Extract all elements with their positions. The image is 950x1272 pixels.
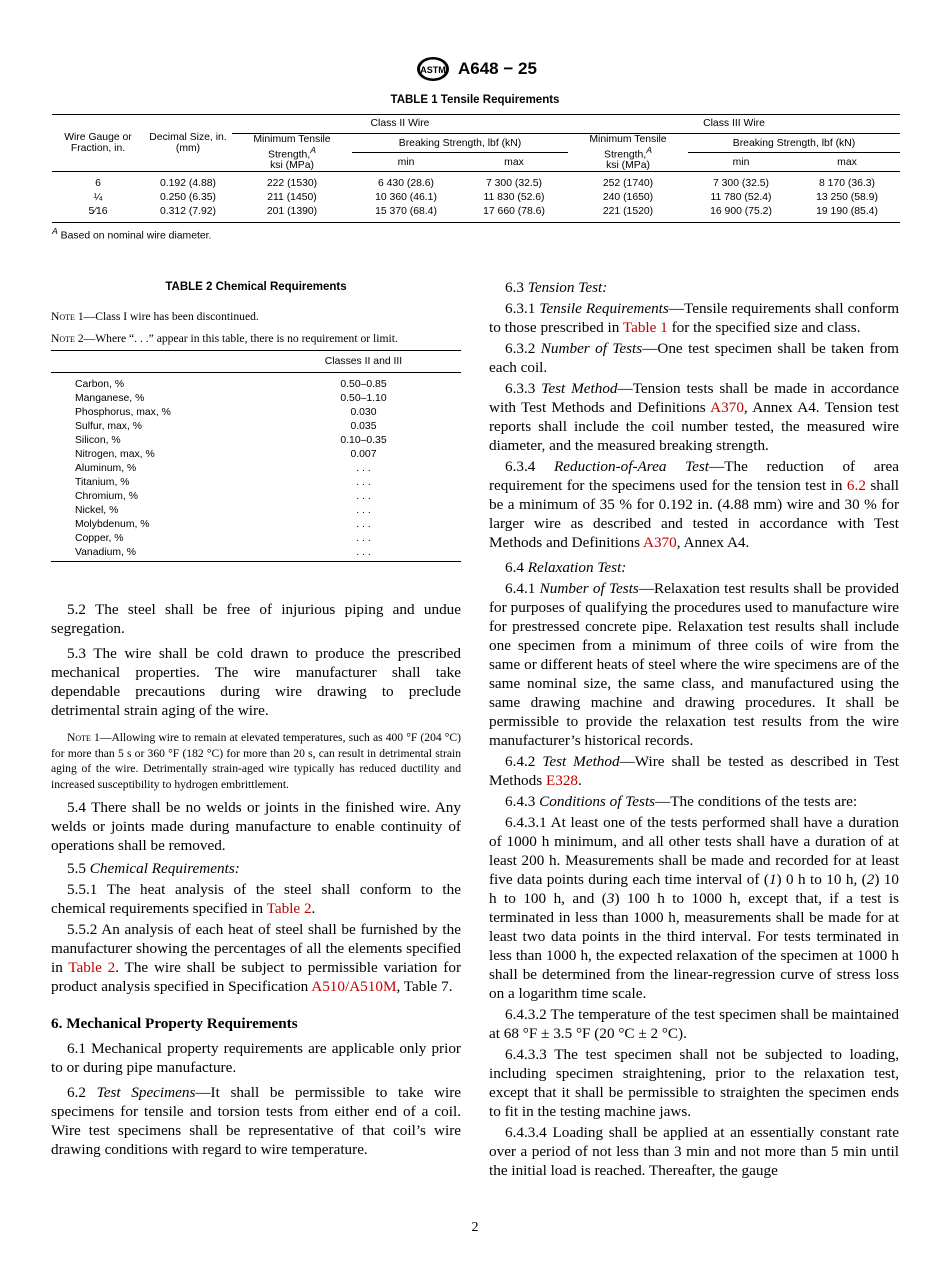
para-6-4-3-3: 6.4.3.3 The test specimen shall not be subjected to loading, including specimen straightening, prior to the relaxation test, except that it shall be permissible to straighten the specimen ends to fit in the testing machine jaws. [489, 1046, 899, 1120]
page-header [0, 56, 950, 82]
link-table-2[interactable]: Table 2 [68, 959, 116, 976]
para-6-4-1: 6.4.1 Number of Tests—Relaxation test results shall be provided for purposes of qualifying the procedures used to manufacture wire for prestressed concrete pipe. Relaxation test results shall include one specimen from a minimum of three coils of wire from the same or different heats of steel where the wire specimens are of the same nominal size, the same class, and manufactured using the same drawing machine and drawing procedures. It shall be permissible to provide the relaxation test results from the wire manufacturer’s historical records. [489, 580, 900, 749]
note-1: Note 1—Allowing wire to remain at elevated temperatures, such as 400 °F (204 °C) for more than 5 s or 360 °F (182 °C) for more than 20 s, can result in detrimental strain aging of the wire. Detrimentally strain-aged wire typically has reduced ductility and increased susceptibility to hydrogen embrittlement. [51, 731, 461, 791]
para-6-4-3: 6.4.3 Conditions of Tests—The conditions of the tests are: [505, 793, 858, 810]
header-min: min [688, 153, 794, 172]
para-5-5-2: 5.5.2 An analysis of each heat of steel shall be furnished by the manufacturer showing the percentages of all the elements specified in Table 2. The wire shall be subject to permissible variation for product analysis specified in Specification A510/A510M, Table 7. [51, 921, 461, 995]
table-row: 6 0.192 (4.88) 222 (1530) 6 430 (28.6) 7 300 (32.5) 252 (1740) 7 300 (32.5) 8 170 (36.3) [95, 177, 876, 189]
table-row: Silicon, % 0.10–0.35 [75, 434, 387, 446]
link-a370[interactable]: A370 [642, 534, 677, 551]
table1-tensile-requirements [52, 114, 900, 218]
para-5-3: 5.3 The wire shall be cold drawn to produce the prescribed mechanical properties. The wire manufacturer shall take dependable precautions during wire drawing to preclude detrimental strain aging of the wire. [51, 645, 461, 719]
header-classes: Classes II and III [266, 351, 461, 373]
header-class-iii: Class III Wire [568, 114, 900, 134]
link-table-1[interactable]: Table 1 [622, 319, 668, 336]
para-6-4: 6.4 Relaxation Test: [505, 559, 627, 576]
para-6-4-3-4: 6.4.3.4 Loading shall be applied at an essentially constant rate over a period of not less than 3 min and not more than 5 min until the initial load is reached. Thereafter, the gauge [489, 1124, 899, 1179]
header-max: max [794, 153, 900, 172]
table-row: Phosphorus, max, % 0.030 [75, 406, 377, 418]
para-6-2: 6.2 Test Specimens—It shall be permissible to take wire specimens for tensile and torsion tests from either end of a coil. Wire test specimens shall be representative of that coil’s wire drawing conditions with regard to wire temperature. [51, 1084, 461, 1158]
svg-text:ASTM: ASTM [420, 65, 446, 75]
table-row: Carbon, % 0.50–0.85 [75, 378, 387, 390]
left-column [51, 268, 461, 1161]
table-row: Nitrogen, max, % 0.007 [75, 448, 377, 460]
table2-chemical-requirements [51, 350, 461, 562]
table1-title: TABLE 1 Tensile Requirements [390, 94, 560, 106]
link-a370[interactable]: A370 [710, 399, 744, 416]
header-max: max [460, 153, 568, 172]
table-row: 5⁄16 0.312 (7.92) 201 (1390) 15 370 (68.4) 17 660 (78.6) 221 (1520) 16 900 (75.2) 19 190 (85.4) [88, 205, 878, 217]
table2-title: TABLE 2 Chemical Requirements [165, 281, 347, 293]
right-column [489, 278, 899, 1182]
table-row: Copper, % . . . [75, 532, 371, 544]
table-row: Molybdenum, % . . . [75, 518, 371, 530]
para-5-4: 5.4 There shall be no welds or joints in the finished wire. Any welds or joints made during manufacture to enable continuity of operations shall be removed. [51, 799, 461, 854]
para-6-3-1: 6.3.1 Tensile Requirements—Tensile requirements shall conform to those prescribed in Table 1 for the specified size and class. [489, 300, 900, 336]
table2-note2: Note 2—Where “. . .” appear in this table, there is no requirement or limit. [51, 331, 398, 345]
para-6-3: 6.3 Tension Test: [505, 279, 608, 296]
para-6-3-2: 6.3.2 Number of Tests—One test specimen shall be taken from each coil. [489, 340, 899, 376]
astm-logo-icon [416, 56, 450, 82]
link-a510[interactable]: A510/A510M [311, 978, 397, 995]
table-row: Titanium, % . . . [75, 476, 371, 488]
header-breaking-iii: Breaking Strength, lbf (kN) [688, 134, 900, 153]
para-6-4-2: 6.4.2 Test Method—Wire shall be tested as described in Test Methods E328. [489, 753, 899, 789]
table-row: Sulfur, max, % 0.035 [75, 420, 377, 432]
table-row: Aluminum, % . . . [75, 462, 371, 474]
header-decimal-size: Decimal Size, in. (mm) [144, 114, 232, 172]
header-min-tensile-iii: Minimum Tensile Strength,$^A$ ksi (MPa) [568, 134, 688, 172]
table-row: ¼ 0.250 (6.35) 211 (1450) 10 360 (46.1) 11 830 (52.6) 240 (1650) 11 780 (52.4) 13 250 (58.9) [93, 191, 878, 203]
table-row: Nickel, % . . . [75, 504, 371, 516]
link-e328[interactable]: E328 [545, 772, 579, 789]
document-id: A648 − 25 [458, 59, 537, 78]
para-5-2: 5.2 The steel shall be free of injurious piping and undue segregation. [51, 601, 461, 637]
link-table-2[interactable]: Table 2 [266, 900, 312, 917]
table-row: Manganese, % 0.50–1.10 [75, 392, 387, 404]
para-6-3-3: 6.3.3 Test Method—Tension tests shall be made in accordance with Test Methods and Definitions A370, Annex A4. Tension test reports shall include the coil number tested, the measured wire diameter, and the measured breaking strength. [489, 380, 900, 454]
para-6-4-3-1: 6.4.3.1 At least one of the tests performed shall have a duration of 1000 h minimum, and all other tests shall have a duration of at least 200 h. Measurements shall be made and recorded for at least five data points during each time interval of (1) 0 h to 10 h, (2) 10 h to 100 h, and (3) 100 h to 1000 h, except that, if a test is terminated in less than 1000 h, measurements shall be made for at least two data points in the third interval. For tests terminated in less than 1000 h, the expected relaxation of the specimen at 1000 h shall be determined from the linear-regression curve of stress loss on a logarithm time scale. [489, 814, 899, 1002]
table-row: Vanadium, % . . . [51, 545, 461, 562]
para-6-3-4: 6.3.4 Reduction-of-Area Test—The reduction of area requirement for the specimens used for the tension test in 6.2 shall be a minimum of 35 % for 0.192 in. (4.88 mm) wire and 30 % for larger wire as described and tested in accordance with Test Methods and Definitions A370, Annex A4. [489, 458, 900, 551]
header-min-tensile-ii: Minimum Tensile Strength,$^A$ ksi (MPa) [232, 134, 352, 172]
link-6-2[interactable]: 6.2 [846, 477, 866, 494]
table-row: Chromium, % . . . [75, 490, 371, 502]
table2-note1: Note 1—Class I wire has been discontinued. [51, 310, 259, 323]
para-6-4-3-2: 6.4.3.2 The temperature of the test specimen shall be maintained at 68 °F ± 3.5 °F (20 °C ± 2 °C). [489, 1006, 899, 1042]
section-6-heading: 6. Mechanical Property Requirements [51, 1015, 298, 1032]
para-5-5: 5.5 Chemical Requirements: [67, 860, 240, 877]
page-number: 2 [471, 1220, 479, 1235]
table1-footnote: $^A$ Based on nominal wire diameter. [52, 226, 212, 242]
header-wire-gauge: Wire Gauge or Fraction, in. [52, 114, 144, 172]
header-breaking-ii: Breaking Strength, lbf (kN) [352, 134, 568, 153]
header-class-ii: Class II Wire [232, 114, 568, 134]
header-min: min [352, 153, 460, 172]
para-5-5-1: 5.5.1 The heat analysis of the steel shall conform to the chemical requirements specified in Table 2. [51, 881, 461, 917]
para-6-1: 6.1 Mechanical property requirements are applicable only prior to or during pipe manufacture. [51, 1040, 461, 1076]
